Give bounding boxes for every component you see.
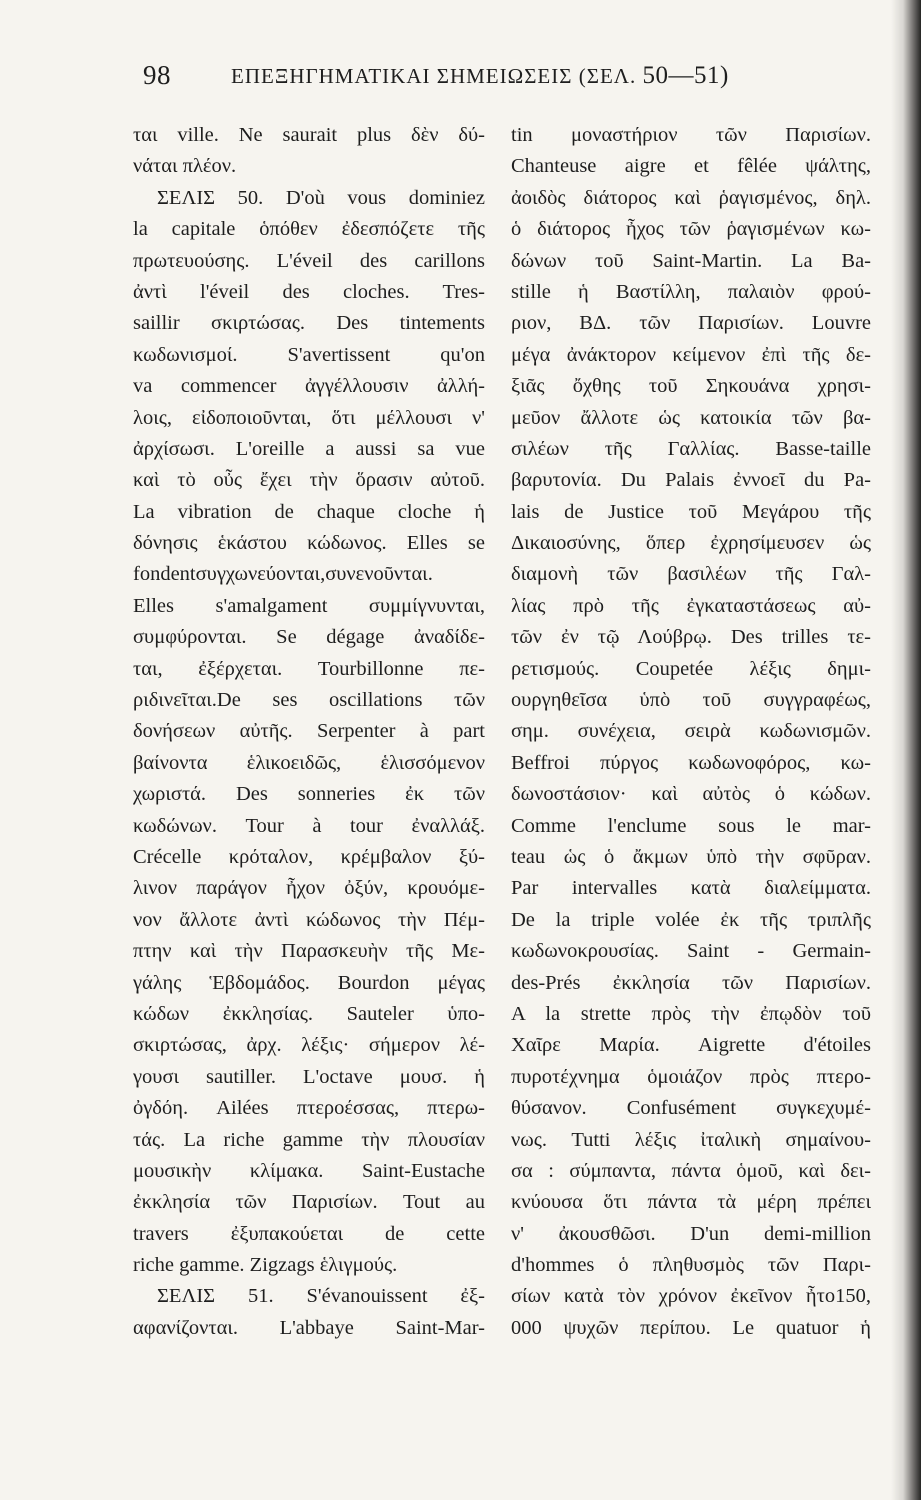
text-line: σα : σύμπαντα, πάντα ὁμοῦ, καὶ δει-	[511, 1159, 871, 1182]
running-head	[231, 62, 729, 90]
text-line: σιλέων τῆς Γαλλίας. Basse-taille	[511, 437, 871, 460]
text-line: 000 ψυχῶν περίπου. Le quatuor ἡ	[511, 1316, 871, 1339]
page-header	[143, 60, 763, 100]
text-line: des-Prés ἐκκλησία τῶν Παρισίων.	[511, 971, 871, 994]
text-line: Χαῖρε Μαρία. Aigrette d'étoiles	[511, 1034, 871, 1057]
left-text-column	[133, 120, 485, 1344]
text-line: σημ. συνέχεια, σειρὰ κωδωνισμῶν.	[511, 720, 871, 743]
text-line: riche gamme. Zigzags ἑλιγμούς.	[133, 1254, 398, 1277]
text-line: ἐκκλησία τῶν Παρισίων. Tout au	[133, 1191, 485, 1214]
text-line: τῶν ἐν τῷ Λούβρῳ. Des trilles τε-	[511, 626, 871, 649]
text-line: Crécelle κρόταλον, κρέμβαλον ξύ-	[133, 845, 485, 868]
text-line: ουργηθεῖσα ὑπὸ τοῦ συγγραφέως,	[511, 689, 871, 712]
text-line: δώνων τοῦ Saint-Martin. La Ba-	[511, 249, 871, 272]
text-line: κώδων ἐκκλησίας. Sauteler ὑπο-	[133, 1002, 485, 1025]
text-line: Elles s'amalgament συμμίγνυνται,	[133, 594, 485, 617]
text-line: θύσανον. Confusément συγκεχυμέ-	[511, 1097, 871, 1120]
text-line: βαρυτονία. Du Palais ἐννοεῖ du Pa-	[511, 469, 871, 492]
text-line: νως. Tutti λέξις ἰταλικὴ σημαίνου-	[511, 1128, 871, 1151]
text-line: ριον, ΒΔ. τῶν Παρισίων. Louvre	[511, 312, 871, 335]
text-line: ξιᾶς ὄχθης τοῦ Σηκουάνα χρησι-	[511, 375, 871, 398]
text-line: γουσι sautiller. L'octave μουσ. ἡ	[133, 1065, 485, 1088]
text-line: va commencer ἀγγέλλουσιν ἀλλή-	[133, 375, 485, 398]
text-line: De la triple volée ἐκ τῆς τριπλῆς	[511, 908, 871, 931]
text-line: μεῦον ἄλλοτε ὡς κατοικία τῶν βα-	[511, 406, 871, 429]
text-line: χωριστά. Des sonneries ἐκ τῶν	[133, 783, 485, 806]
text-line: νον ἄλλοτε ἀντὶ κώδωνος τὴν Πέμ-	[133, 908, 485, 931]
text-line: fondentσυγχωνεύονται,συνενοῦνται.	[133, 563, 433, 586]
right-text-column	[511, 120, 871, 1344]
text-line: d'hommes ὁ πληθυσμὸς τῶν Παρι-	[511, 1254, 871, 1277]
text-line: ἀρχίσωσι. L'oreille a aussi sa vue	[133, 437, 485, 460]
text-line: Beffroi πύργος κωδωνοφόρος, κω-	[511, 751, 871, 774]
text-line: ται, ἐξέρχεται. Tourbillonne πε-	[133, 657, 485, 680]
text-line: travers ἐξυπακούεται de cette	[133, 1222, 485, 1245]
text-line: κνύουσα ὅτι πάντα τὰ μέρη πρέπει	[511, 1191, 871, 1214]
page-number: 98	[143, 60, 171, 90]
text-line: συμφύρονται. Se dégage ἀναδίδε-	[133, 626, 485, 649]
text-line: ΣΕΛΙΣ 51. S'évanouissent ἐξ-	[157, 1285, 485, 1308]
text-line: ὁ διάτορος ἦχος τῶν ῥαγισμένων κω-	[511, 218, 871, 241]
text-line: ἀοιδὸς διάτορος καὶ ῥαγισμένος, δηλ.	[511, 186, 871, 209]
text-line: ν' ἀκουσθῶσι. D'un demi-million	[511, 1222, 871, 1245]
text-line: Par intervalles κατὰ διαλείμματα.	[511, 877, 871, 900]
text-line: λοις, εἰδοποιοῦνται, ὅτι μέλλουσι ν'	[133, 406, 485, 429]
text-line: δόνησις ἑκάστου κώδωνος. Elles se	[133, 532, 485, 555]
text-line: ἀντὶ l'éveil des cloches. Tres-	[133, 280, 485, 303]
text-line: ρετισμούς. Coupetée λέξις δημι-	[511, 657, 871, 680]
text-line: ται ville. Ne saurait plus δὲν δύ-	[133, 124, 485, 146]
text-line: lais de Justice τοῦ Μεγάρου τῆς	[511, 500, 871, 523]
text-line: γάλης Ἑβδομάδος. Bourdon μέγας	[133, 971, 485, 994]
text-line: νάται πλέον.	[133, 155, 237, 178]
text-line: ΣΕΛΙΣ 50. D'où vous dominiez	[157, 186, 485, 209]
text-line: ριδινεῖται.De ses oscillations τῶν	[133, 689, 485, 712]
running-head-pages: 50—51)	[642, 62, 729, 89]
text-line: tin μοναστήριον τῶν Παρισίων.	[511, 124, 871, 146]
text-line: πρωτευούσης. L'éveil des carillons	[133, 249, 485, 272]
text-line: δωνοστάσιον· καὶ αὐτὸς ὁ κώδων.	[511, 783, 871, 806]
text-line: A la strette πρὸς τὴν ἐπῳδὸν τοῦ	[511, 1002, 871, 1025]
text-line: τάς. La riche gamme τὴν πλουσίαν	[133, 1128, 485, 1151]
text-line: κωδωνοκρουσίας. Saint - Germain-	[511, 940, 871, 963]
text-line: κωδώνων. Tour à tour ἐναλλάξ.	[133, 814, 485, 837]
text-line: σίων κατὰ τὸν χρόνον ἐκεῖνον ἦτο150,	[511, 1285, 871, 1308]
text-line: ὀγδόη. Ailées πτεροέσσας, πτερω-	[133, 1097, 485, 1120]
text-line: Δικαιοσύνης, ὅπερ ἐχρησίμευσεν ὡς	[511, 532, 871, 555]
text-line: saillir σκιρτώσας. Des tintements	[133, 312, 485, 335]
text-line: καὶ τὸ οὖς ἔχει τὴν ὅρασιν αὐτοῦ.	[133, 469, 485, 492]
text-line: αφανίζονται. L'abbaye Saint-Mar-	[133, 1316, 485, 1339]
text-line: κωδωνισμοί. S'avertissent qu'on	[133, 343, 485, 366]
text-line: λίας πρὸ τῆς ἐγκαταστάσεως αὐ-	[511, 594, 871, 617]
text-line: σκιρτώσας, ἀρχ. λέξις· σήμερον λέ-	[133, 1034, 485, 1057]
text-line: Chanteuse aigre et fêlée ψάλτης,	[511, 155, 871, 178]
text-line: δονήσεων αὐτῆς. Serpenter à part	[133, 720, 485, 743]
text-line: διαμονὴ τῶν βασιλέων τῆς Γαλ-	[511, 563, 871, 586]
text-line: stille ἡ Βαστίλλη, παλαιὸν φρού-	[511, 280, 871, 303]
text-line: λινον παράγον ἦχον ὀξύν, κρουόμε-	[133, 877, 485, 900]
text-line: βαίνοντα ἑλικοειδῶς, ἑλισσόμενον	[133, 751, 485, 774]
text-line: Comme l'enclume sous le mar-	[511, 814, 871, 837]
text-line: πυροτέχνημα ὁμοιάζον πρὸς πτερο-	[511, 1065, 871, 1088]
page-edge-shadow	[891, 0, 921, 1500]
text-line: La vibration de chaque cloche ἡ	[133, 500, 485, 523]
text-line: la capitale ὁπόθεν ἐδεσπόζετε τῆς	[133, 218, 485, 241]
text-line: πτην καὶ τὴν Παρασκευὴν τῆς Με-	[133, 940, 485, 963]
running-head-title: ΕΠΕΞΗΓΗΜΑΤΙΚΑΙ ΣΗΜΕΙΩΣΕΙΣ (ΣΕΛ.	[231, 64, 637, 88]
text-line: μέγα ἀνάκτορον κείμενον ἐπὶ τῆς δε-	[511, 343, 871, 366]
text-line: teau ὡς ὁ ἄκμων ὑπὸ τὴν σφῦραν.	[511, 845, 871, 868]
text-line: μουσικὴν κλίμακα. Saint-Eustache	[133, 1159, 485, 1182]
